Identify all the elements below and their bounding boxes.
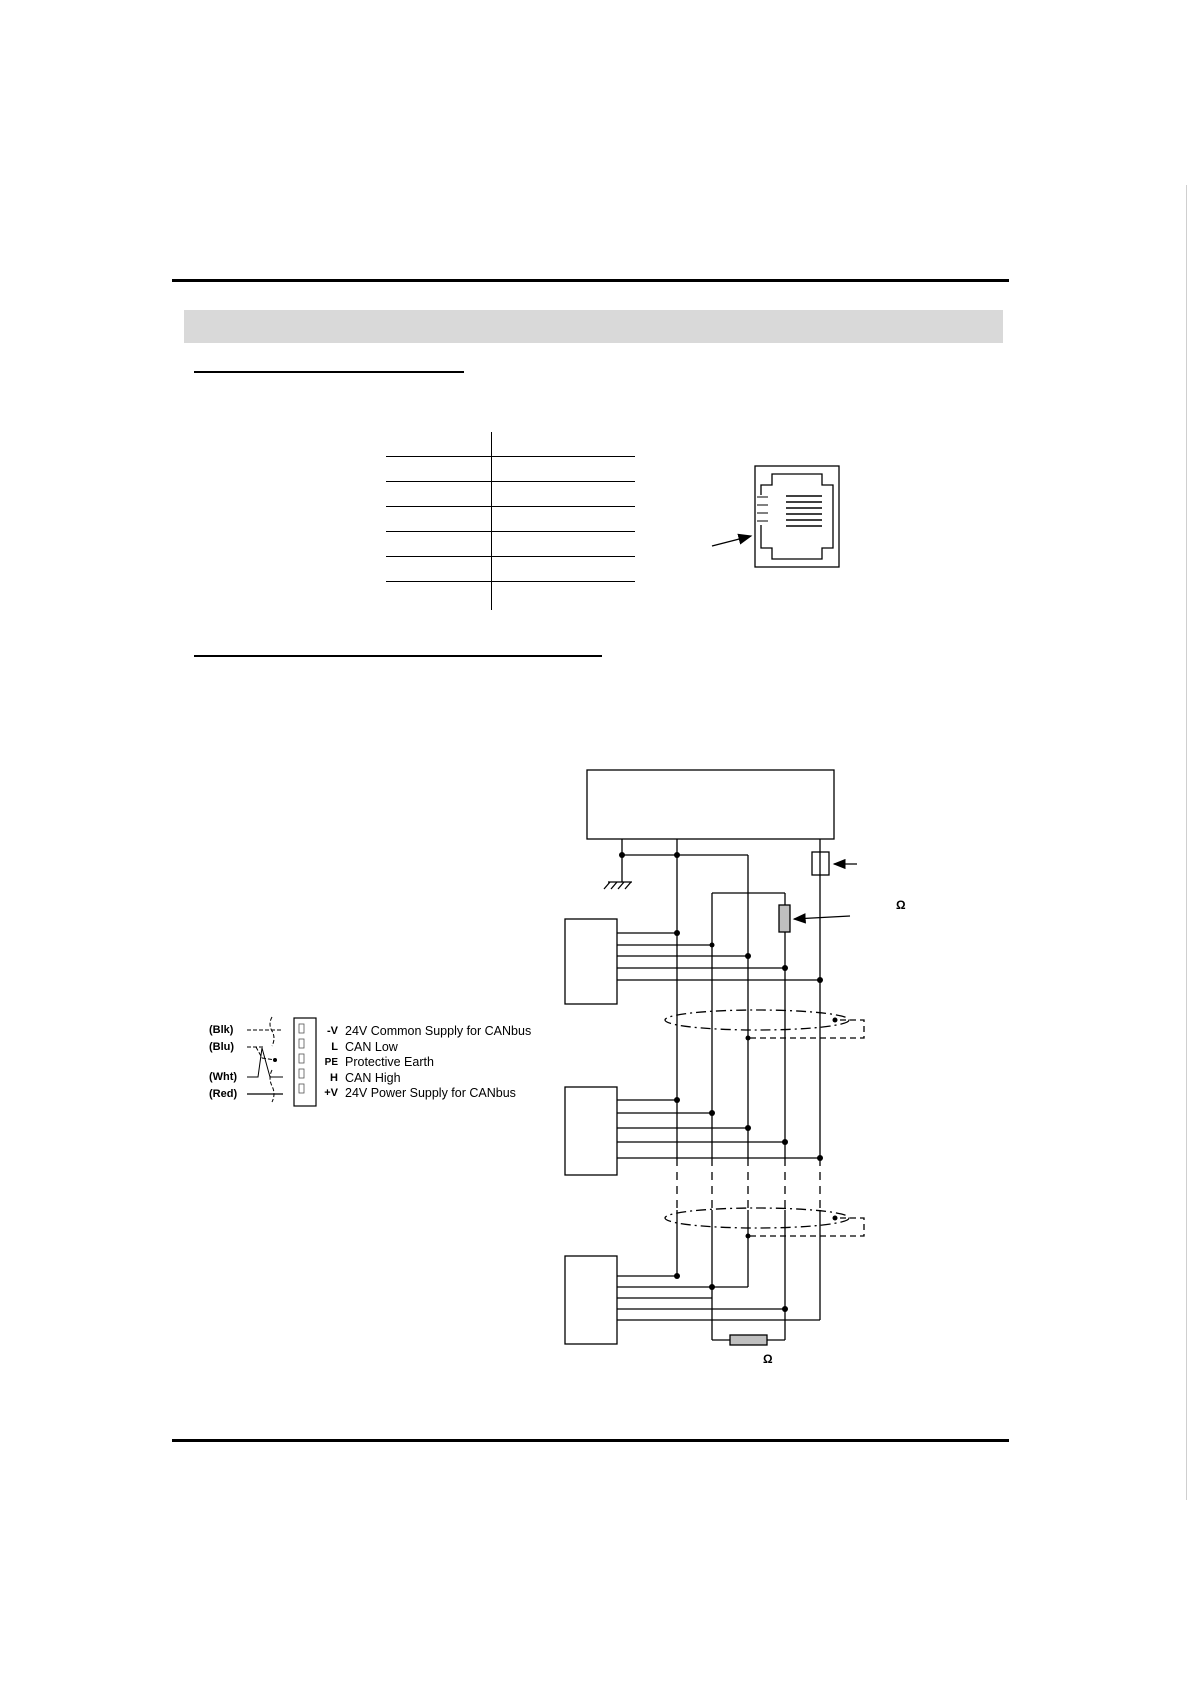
ohm-symbol-top: Ω [896,898,906,912]
pin-label: 24V Power Supply for CANbus [345,1086,516,1100]
junction-dots [619,852,838,1312]
pin-code: H [330,1072,338,1084]
node-box-3 [565,1256,617,1344]
connector-plug-drawing [247,1017,316,1106]
pin-label: CAN High [345,1071,401,1085]
canbus-schematic [565,770,864,1345]
pin-code: PE [324,1057,338,1068]
wire-color-blk: (Blk) [209,1024,234,1036]
rj45-socket-icon [755,466,839,567]
pin-label: 24V Common Supply for CANbus [345,1024,532,1038]
pin-code: L [331,1041,338,1053]
pin-code: -V [327,1025,338,1037]
wire-color-wht: (Wht) [209,1071,238,1083]
pin-label: Protective Earth [345,1055,434,1069]
pin-label: CAN Low [345,1040,398,1054]
ohm-symbol-bottom: Ω [763,1352,773,1366]
wire-color-blu: (Blu) [209,1041,235,1053]
pin-code: +V [324,1087,338,1099]
node-box-1 [565,919,617,1004]
node-box-2 [565,1087,617,1175]
pin1-pointer-arrow [712,536,751,546]
wire-color-red: (Red) [209,1088,238,1100]
resistor-callout-arrow [794,916,850,919]
power-supply-box [587,770,834,839]
